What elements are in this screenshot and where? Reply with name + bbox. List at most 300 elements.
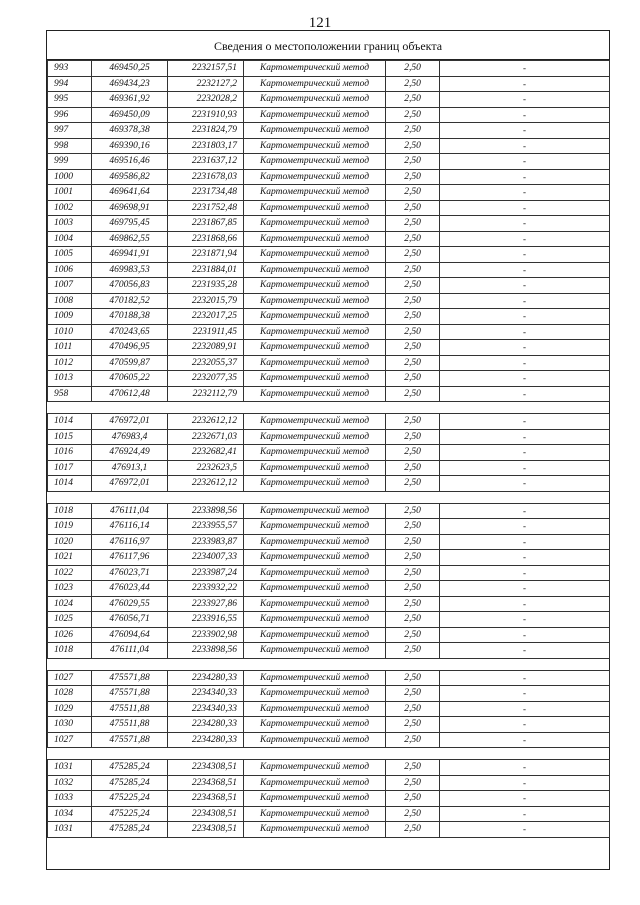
point-number-cell: 1021	[48, 550, 92, 566]
point-number-cell: 993	[48, 61, 92, 77]
method-cell: Картометрический метод	[244, 596, 386, 612]
table-row	[48, 200, 610, 216]
x-coordinate-cell: 469450,09	[92, 107, 168, 123]
accuracy-cell: 2,50	[386, 185, 440, 201]
description-cell: -	[440, 92, 610, 108]
description-cell: -	[440, 686, 610, 702]
x-coordinate-cell: 470599,87	[92, 355, 168, 371]
description-cell: -	[440, 643, 610, 659]
description-cell: -	[440, 107, 610, 123]
x-coordinate-cell: 475511,88	[92, 701, 168, 717]
method-cell: Картометрический метод	[244, 612, 386, 628]
x-coordinate-cell: 475511,88	[92, 717, 168, 733]
method-cell: Картометрический метод	[244, 627, 386, 643]
point-number-cell: 1031	[48, 760, 92, 776]
point-number-cell: 1027	[48, 670, 92, 686]
method-cell: Картометрический метод	[244, 200, 386, 216]
y-coordinate-cell: 2232612,12	[168, 414, 244, 430]
y-coordinate-cell: 2234340,33	[168, 686, 244, 702]
accuracy-cell: 2,50	[386, 550, 440, 566]
method-cell: Картометрический метод	[244, 503, 386, 519]
x-coordinate-cell: 469983,53	[92, 262, 168, 278]
x-coordinate-cell: 476913,1	[92, 460, 168, 476]
method-cell: Картометрический метод	[244, 324, 386, 340]
table-row	[48, 550, 610, 566]
y-coordinate-cell: 2234280,33	[168, 732, 244, 748]
description-cell: -	[440, 371, 610, 387]
point-number-cell: 1025	[48, 612, 92, 628]
group-separator-cell	[48, 658, 610, 670]
y-coordinate-cell: 2234340,33	[168, 701, 244, 717]
x-coordinate-cell: 470188,38	[92, 309, 168, 325]
y-coordinate-cell: 2231637,12	[168, 154, 244, 170]
accuracy-cell: 2,50	[386, 107, 440, 123]
y-coordinate-cell: 2232112,79	[168, 386, 244, 402]
method-cell: Картометрический метод	[244, 293, 386, 309]
page-number: 121	[308, 15, 332, 31]
x-coordinate-cell: 476023,71	[92, 565, 168, 581]
description-cell: -	[440, 476, 610, 492]
y-coordinate-cell: 2232077,35	[168, 371, 244, 387]
accuracy-cell: 2,50	[386, 309, 440, 325]
x-coordinate-cell: 469641,64	[92, 185, 168, 201]
point-number-cell: 1032	[48, 775, 92, 791]
point-number-cell: 1012	[48, 355, 92, 371]
table-row	[48, 822, 610, 838]
point-number-cell: 1005	[48, 247, 92, 263]
description-cell: -	[440, 293, 610, 309]
method-cell: Картометрический метод	[244, 732, 386, 748]
x-coordinate-cell: 469516,46	[92, 154, 168, 170]
x-coordinate-cell: 469586,82	[92, 169, 168, 185]
accuracy-cell: 2,50	[386, 76, 440, 92]
boundary-info-frame	[46, 30, 610, 870]
y-coordinate-cell: 2234280,33	[168, 670, 244, 686]
description-cell: -	[440, 355, 610, 371]
table-row	[48, 701, 610, 717]
x-coordinate-cell: 469390,16	[92, 138, 168, 154]
point-number-cell: 1004	[48, 231, 92, 247]
table-row	[48, 791, 610, 807]
y-coordinate-cell: 2233983,87	[168, 534, 244, 550]
table-row	[48, 670, 610, 686]
table-row	[48, 581, 610, 597]
method-cell: Картометрический метод	[244, 550, 386, 566]
description-cell: -	[440, 414, 610, 430]
description-cell: -	[440, 429, 610, 445]
accuracy-cell: 2,50	[386, 293, 440, 309]
x-coordinate-cell: 476056,71	[92, 612, 168, 628]
method-cell: Картометрический метод	[244, 822, 386, 838]
description-cell: -	[440, 123, 610, 139]
table-row	[48, 61, 610, 77]
y-coordinate-cell: 2233898,56	[168, 643, 244, 659]
method-cell: Картометрический метод	[244, 717, 386, 733]
accuracy-cell: 2,50	[386, 340, 440, 356]
method-cell: Картометрический метод	[244, 123, 386, 139]
x-coordinate-cell: 475571,88	[92, 670, 168, 686]
group-separator-cell	[48, 402, 610, 414]
y-coordinate-cell: 2233955,57	[168, 519, 244, 535]
point-number-cell: 994	[48, 76, 92, 92]
x-coordinate-cell: 469698,91	[92, 200, 168, 216]
y-coordinate-cell: 2234308,51	[168, 806, 244, 822]
point-number-cell: 1001	[48, 185, 92, 201]
description-cell: -	[440, 61, 610, 77]
x-coordinate-cell: 470056,83	[92, 278, 168, 294]
x-coordinate-cell: 475285,24	[92, 775, 168, 791]
table-row	[48, 386, 610, 402]
y-coordinate-cell: 2234368,51	[168, 775, 244, 791]
point-number-cell: 1009	[48, 309, 92, 325]
point-number-cell: 1033	[48, 791, 92, 807]
accuracy-cell: 2,50	[386, 445, 440, 461]
accuracy-cell: 2,50	[386, 262, 440, 278]
x-coordinate-cell: 469941,91	[92, 247, 168, 263]
x-coordinate-cell: 475285,24	[92, 822, 168, 838]
description-cell: -	[440, 445, 610, 461]
point-number-cell: 1016	[48, 445, 92, 461]
x-coordinate-cell: 469434,23	[92, 76, 168, 92]
description-cell: -	[440, 791, 610, 807]
group-separator	[48, 491, 610, 503]
x-coordinate-cell: 469862,55	[92, 231, 168, 247]
method-cell: Картометрический метод	[244, 429, 386, 445]
accuracy-cell: 2,50	[386, 732, 440, 748]
table-row	[48, 371, 610, 387]
table-row	[48, 324, 610, 340]
y-coordinate-cell: 2233932,22	[168, 581, 244, 597]
y-coordinate-cell: 2232127,2	[168, 76, 244, 92]
description-cell: -	[440, 247, 610, 263]
description-cell: -	[440, 534, 610, 550]
x-coordinate-cell: 476023,44	[92, 581, 168, 597]
method-cell: Картометрический метод	[244, 169, 386, 185]
y-coordinate-cell: 2231824,79	[168, 123, 244, 139]
method-cell: Картометрический метод	[244, 414, 386, 430]
accuracy-cell: 2,50	[386, 92, 440, 108]
accuracy-cell: 2,50	[386, 775, 440, 791]
x-coordinate-cell: 476117,96	[92, 550, 168, 566]
description-cell: -	[440, 775, 610, 791]
description-cell: -	[440, 581, 610, 597]
table-row	[48, 429, 610, 445]
accuracy-cell: 2,50	[386, 760, 440, 776]
accuracy-cell: 2,50	[386, 216, 440, 232]
x-coordinate-cell: 475225,24	[92, 806, 168, 822]
description-cell: -	[440, 822, 610, 838]
table-row	[48, 445, 610, 461]
description-cell: -	[440, 262, 610, 278]
x-coordinate-cell: 475571,88	[92, 686, 168, 702]
x-coordinate-cell: 476111,04	[92, 643, 168, 659]
table-row	[48, 123, 610, 139]
y-coordinate-cell: 2231911,45	[168, 324, 244, 340]
y-coordinate-cell: 2231871,94	[168, 247, 244, 263]
accuracy-cell: 2,50	[386, 565, 440, 581]
accuracy-cell: 2,50	[386, 806, 440, 822]
method-cell: Картометрический метод	[244, 386, 386, 402]
method-cell: Картометрический метод	[244, 216, 386, 232]
x-coordinate-cell: 476094,64	[92, 627, 168, 643]
accuracy-cell: 2,50	[386, 278, 440, 294]
point-number-cell: 1024	[48, 596, 92, 612]
method-cell: Картометрический метод	[244, 445, 386, 461]
y-coordinate-cell: 2232015,79	[168, 293, 244, 309]
point-number-cell: 1031	[48, 822, 92, 838]
description-cell: -	[440, 76, 610, 92]
table-row	[48, 92, 610, 108]
method-cell: Картометрический метод	[244, 791, 386, 807]
accuracy-cell: 2,50	[386, 414, 440, 430]
method-cell: Картометрический метод	[244, 460, 386, 476]
y-coordinate-cell: 2231867,85	[168, 216, 244, 232]
x-coordinate-cell: 470496,95	[92, 340, 168, 356]
method-cell: Картометрический метод	[244, 231, 386, 247]
point-number-cell: 1014	[48, 414, 92, 430]
x-coordinate-cell: 476029,55	[92, 596, 168, 612]
method-cell: Картометрический метод	[244, 107, 386, 123]
table-row	[48, 76, 610, 92]
group-separator-cell	[48, 491, 610, 503]
point-number-cell: 997	[48, 123, 92, 139]
y-coordinate-cell: 2232055,37	[168, 355, 244, 371]
method-cell: Картометрический метод	[244, 340, 386, 356]
method-cell: Картометрический метод	[244, 278, 386, 294]
table-row	[48, 293, 610, 309]
description-cell: -	[440, 732, 610, 748]
accuracy-cell: 2,50	[386, 791, 440, 807]
y-coordinate-cell: 2232671,03	[168, 429, 244, 445]
table-row	[48, 340, 610, 356]
point-number-cell: 1006	[48, 262, 92, 278]
point-number-cell: 1015	[48, 429, 92, 445]
method-cell: Картометрический метод	[244, 534, 386, 550]
accuracy-cell: 2,50	[386, 686, 440, 702]
description-cell: -	[440, 138, 610, 154]
method-cell: Картометрический метод	[244, 643, 386, 659]
point-number-cell: 1028	[48, 686, 92, 702]
accuracy-cell: 2,50	[386, 169, 440, 185]
table-row	[48, 596, 610, 612]
y-coordinate-cell: 2234308,51	[168, 822, 244, 838]
method-cell: Картометрический метод	[244, 760, 386, 776]
method-cell: Картометрический метод	[244, 806, 386, 822]
table-row	[48, 185, 610, 201]
method-cell: Картометрический метод	[244, 581, 386, 597]
table-row	[48, 216, 610, 232]
table-row	[48, 519, 610, 535]
y-coordinate-cell: 2232028,2	[168, 92, 244, 108]
table-row	[48, 806, 610, 822]
x-coordinate-cell: 469361,92	[92, 92, 168, 108]
accuracy-cell: 2,50	[386, 386, 440, 402]
point-number-cell: 1000	[48, 169, 92, 185]
method-cell: Картометрический метод	[244, 670, 386, 686]
accuracy-cell: 2,50	[386, 247, 440, 263]
method-cell: Картометрический метод	[244, 154, 386, 170]
y-coordinate-cell: 2234280,33	[168, 717, 244, 733]
point-number-cell: 1019	[48, 519, 92, 535]
method-cell: Картометрический метод	[244, 138, 386, 154]
description-cell: -	[440, 519, 610, 535]
table-row	[48, 247, 610, 263]
table-row	[48, 309, 610, 325]
y-coordinate-cell: 2234368,51	[168, 791, 244, 807]
group-separator	[48, 658, 610, 670]
point-number-cell: 1013	[48, 371, 92, 387]
table-row	[48, 627, 610, 643]
method-cell: Картометрический метод	[244, 565, 386, 581]
x-coordinate-cell: 470605,22	[92, 371, 168, 387]
point-number-cell: 1018	[48, 643, 92, 659]
description-cell: -	[440, 200, 610, 216]
y-coordinate-cell: 2231868,66	[168, 231, 244, 247]
y-coordinate-cell: 2231734,48	[168, 185, 244, 201]
description-cell: -	[440, 278, 610, 294]
y-coordinate-cell: 2232623,5	[168, 460, 244, 476]
point-number-cell: 1003	[48, 216, 92, 232]
accuracy-cell: 2,50	[386, 612, 440, 628]
description-cell: -	[440, 670, 610, 686]
point-number-cell: 1014	[48, 476, 92, 492]
table-row	[48, 717, 610, 733]
x-coordinate-cell: 476972,01	[92, 414, 168, 430]
description-cell: -	[440, 169, 610, 185]
x-coordinate-cell: 469795,45	[92, 216, 168, 232]
table-row	[48, 169, 610, 185]
table-row	[48, 643, 610, 659]
accuracy-cell: 2,50	[386, 581, 440, 597]
y-coordinate-cell: 2234007,33	[168, 550, 244, 566]
y-coordinate-cell: 2232612,12	[168, 476, 244, 492]
accuracy-cell: 2,50	[386, 519, 440, 535]
table-row	[48, 612, 610, 628]
y-coordinate-cell: 2232089,91	[168, 340, 244, 356]
accuracy-cell: 2,50	[386, 503, 440, 519]
table-row	[48, 154, 610, 170]
point-number-cell: 1020	[48, 534, 92, 550]
table-row	[48, 262, 610, 278]
description-cell: -	[440, 386, 610, 402]
accuracy-cell: 2,50	[386, 324, 440, 340]
point-number-cell: 1007	[48, 278, 92, 294]
point-number-cell: 1010	[48, 324, 92, 340]
x-coordinate-cell: 476924,49	[92, 445, 168, 461]
table-row	[48, 460, 610, 476]
description-cell: -	[440, 701, 610, 717]
x-coordinate-cell: 476983,4	[92, 429, 168, 445]
description-cell: -	[440, 627, 610, 643]
accuracy-cell: 2,50	[386, 429, 440, 445]
point-number-cell: 1030	[48, 717, 92, 733]
y-coordinate-cell: 2233902,98	[168, 627, 244, 643]
table-row	[48, 775, 610, 791]
y-coordinate-cell: 2232682,41	[168, 445, 244, 461]
doc-title: Сведения о местоположении границ объекта	[47, 31, 609, 60]
x-coordinate-cell: 470612,48	[92, 386, 168, 402]
point-number-cell: 958	[48, 386, 92, 402]
method-cell: Картометрический метод	[244, 247, 386, 263]
accuracy-cell: 2,50	[386, 476, 440, 492]
table-row	[48, 760, 610, 776]
point-number-cell: 1023	[48, 581, 92, 597]
method-cell: Картометрический метод	[244, 476, 386, 492]
y-coordinate-cell: 2231935,28	[168, 278, 244, 294]
accuracy-cell: 2,50	[386, 670, 440, 686]
method-cell: Картометрический метод	[244, 355, 386, 371]
accuracy-cell: 2,50	[386, 355, 440, 371]
table-row	[48, 107, 610, 123]
description-cell: -	[440, 185, 610, 201]
accuracy-cell: 2,50	[386, 534, 440, 550]
accuracy-cell: 2,50	[386, 200, 440, 216]
point-number-cell: 1018	[48, 503, 92, 519]
accuracy-cell: 2,50	[386, 371, 440, 387]
accuracy-cell: 2,50	[386, 627, 440, 643]
method-cell: Картометрический метод	[244, 76, 386, 92]
y-coordinate-cell: 2231678,03	[168, 169, 244, 185]
description-cell: -	[440, 760, 610, 776]
x-coordinate-cell: 476116,97	[92, 534, 168, 550]
table-row	[48, 686, 610, 702]
x-coordinate-cell: 475225,24	[92, 791, 168, 807]
table-row	[48, 414, 610, 430]
x-coordinate-cell: 476972,01	[92, 476, 168, 492]
method-cell: Картометрический метод	[244, 371, 386, 387]
point-number-cell: 1008	[48, 293, 92, 309]
x-coordinate-cell: 469450,25	[92, 61, 168, 77]
accuracy-cell: 2,50	[386, 643, 440, 659]
y-coordinate-cell: 2233898,56	[168, 503, 244, 519]
method-cell: Картометрический метод	[244, 686, 386, 702]
x-coordinate-cell: 469378,38	[92, 123, 168, 139]
coordinates-table	[47, 60, 610, 838]
method-cell: Картометрический метод	[244, 262, 386, 278]
description-cell: -	[440, 717, 610, 733]
x-coordinate-cell: 476111,04	[92, 503, 168, 519]
method-cell: Картометрический метод	[244, 61, 386, 77]
x-coordinate-cell: 476116,14	[92, 519, 168, 535]
y-coordinate-cell: 2233927,86	[168, 596, 244, 612]
point-number-cell: 1017	[48, 460, 92, 476]
table-row	[48, 476, 610, 492]
accuracy-cell: 2,50	[386, 154, 440, 170]
table-row	[48, 565, 610, 581]
point-number-cell: 1011	[48, 340, 92, 356]
y-coordinate-cell: 2232157,51	[168, 61, 244, 77]
x-coordinate-cell: 470182,52	[92, 293, 168, 309]
coordinates-body	[48, 61, 610, 838]
method-cell: Картометрический метод	[244, 92, 386, 108]
description-cell: -	[440, 324, 610, 340]
accuracy-cell: 2,50	[386, 596, 440, 612]
description-cell: -	[440, 216, 610, 232]
description-cell: -	[440, 460, 610, 476]
method-cell: Картометрический метод	[244, 309, 386, 325]
group-separator	[48, 748, 610, 760]
table-row	[48, 138, 610, 154]
y-coordinate-cell: 2234308,51	[168, 760, 244, 776]
description-cell: -	[440, 565, 610, 581]
method-cell: Картометрический метод	[244, 701, 386, 717]
point-number-cell: 1026	[48, 627, 92, 643]
description-cell: -	[440, 154, 610, 170]
accuracy-cell: 2,50	[386, 717, 440, 733]
description-cell: -	[440, 503, 610, 519]
point-number-cell: 1029	[48, 701, 92, 717]
accuracy-cell: 2,50	[386, 61, 440, 77]
